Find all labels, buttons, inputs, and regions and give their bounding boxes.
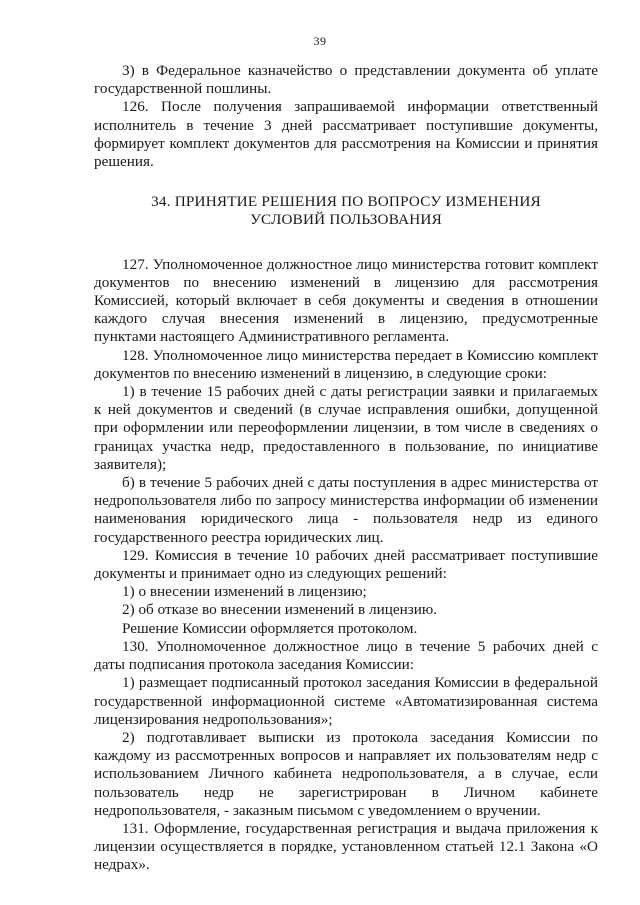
document-body — [94, 62, 598, 875]
section-heading-line-1: 34. ПРИНЯТИЕ РЕШЕНИЯ ПО ВОПРОСУ ИЗМЕНЕНИЯ — [151, 193, 541, 211]
paragraph-131: 131. Оформление, государственная регистрация и выдача приложения к лицензии осуществляется в порядке, установленном статьей 12.1 Закона «О недрах». — [94, 819, 598, 874]
paragraph-129: 129. Комиссия в течение 10 рабочих дней рассматривает поступившие документы и принимает одно из следующих решений: — [94, 546, 598, 583]
paragraph-130-item-1: 1) размещает подписанный протокол заседания Комиссии в федеральной государственной информационной системе «Автоматизированная система лицензирования недропользования»; — [94, 674, 598, 728]
paragraph-130-item-2: 2) подготавливает выписки из протокола заседания Комиссии по каждому из рассмотренных вопросов и направляет их пользователям недр с использованием Личного кабинета недропользователя, а в случае, если пользователь недр не зарегистрирован в Личном кабинете недропользователя, - заказным письмом с уведомлением о вручении. — [94, 728, 598, 819]
section-heading — [94, 193, 598, 229]
paragraph-128-item-1: 1) в течение 15 рабочих дней с даты регистрации заявки и прилагаемых к ней документов и сведений (в случае исправления ошибки, допущенной при оформлении или переоформлении лицензии, в том числе в сведениях о границах участка недр, предоставленного в пользование, по инициативе заявителя); — [94, 383, 598, 473]
paragraph-129-item-1: 1) о внесении изменений в лицензию; — [122, 583, 367, 601]
paragraph-127: 127. Уполномоченное должностное лицо министерства готовит комплект документов по внесению изменений в лицензию для рассмотрения Комиссией, который включает в себя документы и сведения в отношении каждого случая внесения изменений в лицензию, предусмотренные пунктами настоящего Административного регламента. — [94, 255, 598, 346]
paragraph-129-protocol: Решение Комиссии оформляется протоколом. — [122, 619, 418, 637]
paragraph-130: 130. Уполномоченное должностное лицо в течение 5 рабочих дней с даты подписания протокола заседания Комиссии: — [94, 637, 598, 674]
section-heading-line-2: УСЛОВИЙ ПОЛЬЗОВАНИЯ — [250, 211, 442, 229]
paragraph-126: 126. После получения запрашиваемой информации ответственный исполнитель в течение 3 дней рассматривает поступившие документы, формирует комплект документов для рассмотрения на Комиссии и принятия решения. — [94, 98, 598, 171]
paragraph-128: 128. Уполномоченное лицо министерства передает в Комиссию комплект документов по внесению изменений в лицензию, в следующие сроки: — [94, 346, 598, 382]
paragraph-128-item-b: б) в течение 5 рабочих дней с даты поступления в адрес министерства от недропользователя либо по запросу министерства информации об изменении наименования юридического лица - пользователя недр из единого государственного реестра юридических лиц. — [94, 474, 598, 546]
paragraph-129-item-2: 2) об отказе во внесении изменений в лицензию. — [122, 601, 437, 619]
page-number: 39 — [313, 34, 327, 48]
paragraph-fee-notification: 3) в Федеральное казначейство о представлении документа об уплате государственной пошлины. — [94, 62, 598, 98]
